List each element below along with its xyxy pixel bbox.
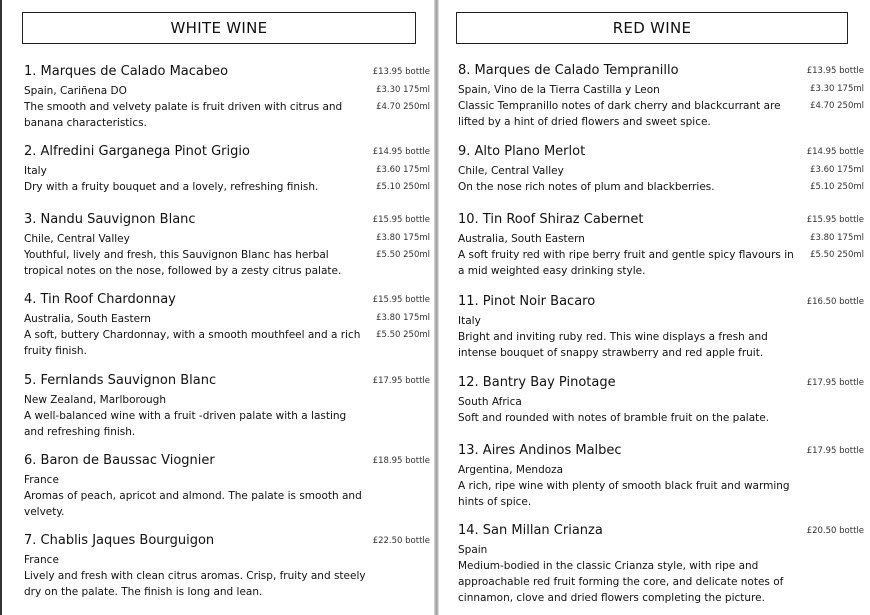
wine-prices: [373, 64, 430, 116]
wine-region: Italy: [458, 315, 481, 327]
wine-region: Chile, Central Valley: [458, 165, 564, 177]
wine-item: [24, 373, 430, 440]
bottle-price: £18.95 bottle: [372, 456, 430, 466]
glass-price: £3.80 175ml: [810, 233, 864, 243]
wine-prices: [373, 453, 430, 471]
glass-price: £5.10 250ml: [810, 182, 864, 192]
wine-item: [24, 212, 430, 279]
wine-name: 11. Pinot Noir Bacaro: [458, 294, 596, 309]
wine-prices: [373, 533, 430, 551]
wine-item: [458, 523, 864, 606]
wine-description: Bright and inviting ruby red. This wine displays a fresh and intense bouquet of snappy strawberry and red apple fruit.: [458, 331, 768, 359]
wine-prices: [807, 523, 864, 541]
wine-name: 14. San Millan Crianza: [458, 523, 603, 538]
red-wine-header: RED WINE: [456, 12, 848, 44]
bottle-price: £16.50 bottle: [806, 297, 864, 307]
wine-name: 8. Marques de Calado Tempranillo: [458, 63, 679, 78]
glass-price: £5.50 250ml: [810, 250, 864, 260]
wine-prices: [807, 63, 864, 115]
wine-region: Spain, Cariñena DO: [24, 85, 127, 97]
wine-description: A soft, buttery Chardonnay, with a smooth mouthfeel and a rich fruity finish.: [24, 329, 361, 357]
wine-prices: [373, 292, 430, 344]
wine-region: Australia, South Eastern: [24, 313, 151, 325]
wine-region: Italy: [24, 165, 47, 177]
glass-price: £4.70 250ml: [810, 101, 864, 111]
bottle-price: £20.50 bottle: [806, 526, 864, 536]
wine-item: [24, 64, 430, 131]
wine-prices: [373, 373, 430, 391]
wine-description: Soft and rounded with notes of bramble fruit on the palate.: [458, 412, 770, 424]
wine-item: [458, 144, 864, 195]
wine-name: 6. Baron de Baussac Viognier: [24, 453, 215, 468]
wine-name: 1. Marques de Calado Macabeo: [24, 64, 229, 79]
wine-region: Spain: [458, 544, 488, 556]
wine-name: 12. Bantry Bay Pinotage: [458, 375, 616, 390]
wine-region: New Zealand, Marlborough: [24, 394, 166, 406]
wine-region: France: [24, 554, 59, 566]
glass-price: £5.50 250ml: [376, 250, 430, 260]
wine-prices: [807, 144, 864, 196]
wine-description: Medium-bodied in the classic Crianza style, with ripe and approachable red fruit forming the core, and delicate notes of cinnamon, clove and dried flowers completing the picture.: [458, 560, 784, 604]
wine-name: 13. Aires Andinos Malbec: [458, 443, 622, 458]
wine-description: Dry with a fruity bouquet and a lovely, refreshing finish.: [24, 181, 319, 193]
wine-item: [458, 212, 864, 279]
wine-name: 7. Chablis Jaques Bourguigon: [24, 533, 215, 548]
bottle-price: £14.95 bottle: [806, 147, 864, 157]
wine-item: [24, 292, 430, 359]
wine-item: [24, 533, 430, 600]
bottle-price: £13.95 bottle: [372, 67, 430, 77]
wine-prices: [807, 443, 864, 461]
wine-region: Australia, South Eastern: [458, 233, 585, 245]
glass-price: £3.30 175ml: [376, 85, 430, 95]
wine-region: Chile, Central Valley: [24, 233, 130, 245]
wine-description: A soft fruity red with ripe berry fruit and gentle spicy flavours in a mid weighted easy drinking style.: [458, 249, 794, 277]
bottle-price: £17.95 bottle: [806, 378, 864, 388]
glass-price: £3.60 175ml: [376, 165, 430, 175]
wine-name: 10. Tin Roof Shiraz Cabernet: [458, 212, 644, 227]
wine-prices: [807, 375, 864, 393]
wine-item: [24, 144, 430, 195]
wine-item: [458, 375, 864, 426]
glass-price: £3.80 175ml: [376, 313, 430, 323]
bottle-price: £17.95 bottle: [806, 446, 864, 456]
wine-item: [458, 443, 864, 510]
bottle-price: £17.95 bottle: [372, 376, 430, 386]
bottle-price: £15.95 bottle: [372, 215, 430, 225]
bottle-price: £22.50 bottle: [372, 536, 430, 546]
bottle-price: £15.95 bottle: [806, 215, 864, 225]
wine-name: 3. Nandu Sauvignon Blanc: [24, 212, 196, 227]
wine-prices: [807, 294, 864, 312]
wine-description: A well-balanced wine with a fruit -driven palate with a lasting and refreshing finish.: [24, 410, 347, 438]
wine-description: Lively and fresh with clean citrus aromas. Crisp, fruity and steely dry on the palate. The finish is long and lean.: [24, 570, 366, 598]
glass-price: £3.60 175ml: [810, 165, 864, 175]
wine-name: 2. Alfredini Garganega Pinot Grigio: [24, 144, 250, 159]
wine-name: 5. Fernlands Sauvignon Blanc: [24, 373, 217, 388]
wine-description: Classic Tempranillo notes of dark cherry and blackcurrant are lifted by a hint of dried flowers and sweet spice.: [458, 100, 781, 128]
white-wine-header: WHITE WINE: [22, 12, 416, 44]
wine-region: South Africa: [458, 396, 522, 408]
wine-description: Aromas of peach, apricot and almond. The palate is smooth and velvety.: [24, 490, 362, 518]
wine-prices: [807, 212, 864, 264]
bottle-price: £15.95 bottle: [372, 295, 430, 305]
red-wine-page: [438, 0, 870, 615]
wine-name: 9. Alto Plano Merlot: [458, 144, 586, 159]
glass-price: £3.80 175ml: [376, 233, 430, 243]
bottle-price: £14.95 bottle: [372, 147, 430, 157]
wine-region: Spain, Vino de la Tierra Castilla y Leon: [458, 84, 660, 96]
glass-price: £3.30 175ml: [810, 84, 864, 94]
wine-name: 4. Tin Roof Chardonnay: [24, 292, 176, 307]
wine-prices: [373, 212, 430, 264]
wine-prices: [373, 144, 430, 196]
wine-item: [458, 63, 864, 130]
wine-description: Youthful, lively and fresh, this Sauvignon Blanc has herbal tropical notes on the nose, followed by a zesty citrus palate.: [24, 249, 342, 277]
wine-description: The smooth and velvety palate is fruit driven with citrus and banana characteristics.: [24, 101, 343, 129]
wine-region: Argentina, Mendoza: [458, 464, 564, 476]
wine-region: France: [24, 474, 59, 486]
glass-price: £5.10 250ml: [376, 182, 430, 192]
wine-description: On the nose rich notes of plum and blackberries.: [458, 181, 715, 193]
wine-item: [24, 453, 430, 520]
glass-price: £4.70 250ml: [376, 102, 430, 112]
wine-description: A rich, ripe wine with plenty of smooth black fruit and warming hints of spice.: [458, 480, 790, 508]
wine-item: [458, 294, 864, 361]
bottle-price: £13.95 bottle: [806, 66, 864, 76]
glass-price: £5.50 250ml: [376, 330, 430, 340]
